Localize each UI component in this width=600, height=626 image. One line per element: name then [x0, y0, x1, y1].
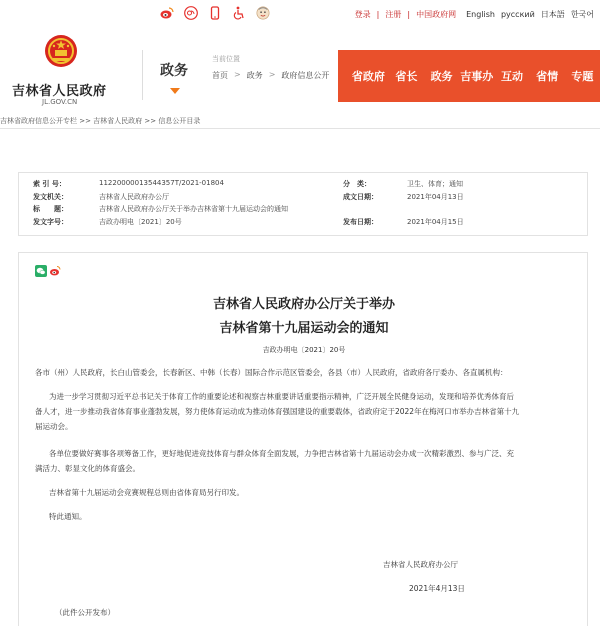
nav-item-province-info[interactable]: 省情 [536, 70, 559, 83]
main-nav [338, 50, 600, 102]
nav-item-governor[interactable]: 省长 [395, 70, 418, 83]
subject-value: 吉林省人民政府办公厅关于举办吉林省第十九届运动会的通知 [99, 205, 288, 213]
breadcrumb-separator: > [234, 70, 241, 79]
site-name[interactable]: 吉林省人民政府 [12, 84, 107, 99]
category-label: 分 类： [343, 180, 371, 188]
breadcrumb-info-disclosure-link[interactable]: 政府信息公开 [281, 71, 330, 80]
article-title-line-2: 吉林省第十九届运动会的通知 [219, 321, 389, 336]
article-panel [18, 252, 588, 626]
breadcrumb-separator: > [268, 70, 276, 79]
article-paragraph-1-cont [35, 404, 519, 434]
paragraph-line: 各单位要做好赛事各项筹备工作，更好地促进竞技体育与群众体育全面发展，力争把吉林省第十九届运动会办成一次精彩激烈、参与广泛、充 [49, 449, 514, 458]
index-value: 11220000013544357T/2021-01804 [99, 179, 224, 187]
wechat-share-icon[interactable] [184, 6, 198, 20]
top-link-separator: | [376, 10, 380, 19]
category-value: 卫生、体育；通知 [407, 180, 463, 188]
login-link[interactable]: 登录 [354, 10, 371, 19]
nav-item-services[interactable]: 吉事办 [460, 70, 494, 83]
breadcrumb-divider [0, 128, 600, 129]
share-icons [35, 265, 61, 277]
article-paragraph-2 [49, 446, 514, 461]
issuer-label: 发文机关： [33, 192, 68, 201]
article-paragraph-4: 特此通知。 [49, 512, 87, 521]
article-doc-number: 吉政办明电〔2021〕20号 [262, 346, 346, 354]
signature-org: 吉林省人民政府办公厅 [383, 560, 458, 569]
nav-item-provincial-gov[interactable]: 省政府 [351, 70, 385, 83]
paragraph-line: 为进一步学习贯彻习近平总书记关于体育工作的重要论述和视察吉林重要讲话重要指示精神，广泛开展全民健身运动，发现和培养优秀体育后 [49, 392, 514, 401]
mobile-icon[interactable] [208, 6, 222, 20]
register-link[interactable]: 注册 [385, 10, 402, 19]
nav-item-interaction[interactable]: 互动 [500, 70, 523, 83]
section-title: 政务 [160, 63, 188, 79]
meta-row [33, 217, 587, 230]
article-paragraph-1 [49, 389, 514, 404]
article-paragraph-3: 吉林省第十九届运动会竞赛规程总则由省体育局另行印发。 [49, 488, 244, 497]
written-date-label: 成文日期： [343, 192, 378, 201]
top-links [349, 9, 594, 20]
breadcrumb-affairs-link[interactable]: 政务 [246, 71, 263, 80]
paragraph-line: 届运动会。 [35, 422, 73, 431]
signature-date: 2021年4月13日 [409, 584, 465, 593]
accessibility-icon[interactable] [232, 6, 246, 20]
meta-row [33, 192, 587, 205]
weibo-share-icon[interactable] [49, 265, 61, 277]
elderly-mode-icon[interactable] [256, 6, 270, 20]
lang-english-link[interactable]: English [466, 10, 495, 19]
index-label: 索 引 号： [33, 180, 66, 188]
article-salutation: 各市（州）人民政府，长白山管委会，长春新区、中韩（长春）国际合作示范区管委会，各县（市）人民政府，省政府各厅委办、各直属机构： [35, 368, 508, 377]
china-gov-link[interactable]: 中国政府网 [416, 10, 457, 19]
header-divider [142, 50, 143, 100]
doc-number-value: 吉政办明电〔2021〕20号 [99, 217, 182, 226]
top-breadcrumb [212, 70, 329, 81]
lang-russian-link[interactable]: русский [500, 10, 535, 19]
doc-number-label: 发文字号： [33, 217, 68, 226]
info-breadcrumb[interactable]: 吉林省政府信息公开专栏 >> 吉林省人民政府 >> 信息公开目录 [0, 117, 201, 125]
section-down-arrow-icon [170, 88, 180, 94]
meta-row [33, 179, 587, 192]
site-domain: JL.GOV.CN [42, 98, 78, 106]
meta-row [33, 204, 587, 217]
document-metadata [18, 172, 588, 236]
top-utility-bar [0, 0, 600, 28]
wechat-icon[interactable] [35, 265, 47, 277]
top-icon-group [160, 6, 270, 20]
article-footnote: （此件公开发布） [55, 608, 115, 617]
written-date-value: 2021年04月13日 [407, 192, 464, 201]
article-paragraph-2-cont [35, 461, 140, 476]
site-header [0, 28, 600, 106]
nav-item-affairs[interactable]: 政务 [430, 70, 453, 83]
subject-label: 标 题： [33, 205, 68, 213]
publish-date-label: 发布日期： [343, 217, 378, 226]
lang-korean-link[interactable]: 한국어 [570, 10, 594, 19]
article-title-line-1: 吉林省人民政府办公厅关于举办 [212, 297, 395, 312]
weibo-icon[interactable] [160, 6, 174, 20]
lang-japanese-link[interactable]: 日本語 [540, 10, 565, 19]
paragraph-line: 满活力、彰显文化的体育盛会。 [35, 464, 140, 473]
issuer-value: 吉林省人民政府办公厅 [99, 192, 169, 201]
national-emblem-icon [44, 34, 78, 68]
paragraph-line: 备人才，进一步推动我省体育事业蓬勃发展，努力使体育运动成为推动体育强国建设的重要载体，省政府定于2022年在梅河口市举办吉林省第十九 [35, 407, 520, 416]
top-link-separator: | [407, 10, 411, 19]
publish-date-value: 2021年04月15日 [407, 217, 464, 226]
breadcrumb-home-link[interactable]: 首页 [212, 71, 228, 80]
current-location-label: 当前位置 [212, 55, 240, 63]
nav-item-topics[interactable]: 专题 [571, 70, 594, 83]
